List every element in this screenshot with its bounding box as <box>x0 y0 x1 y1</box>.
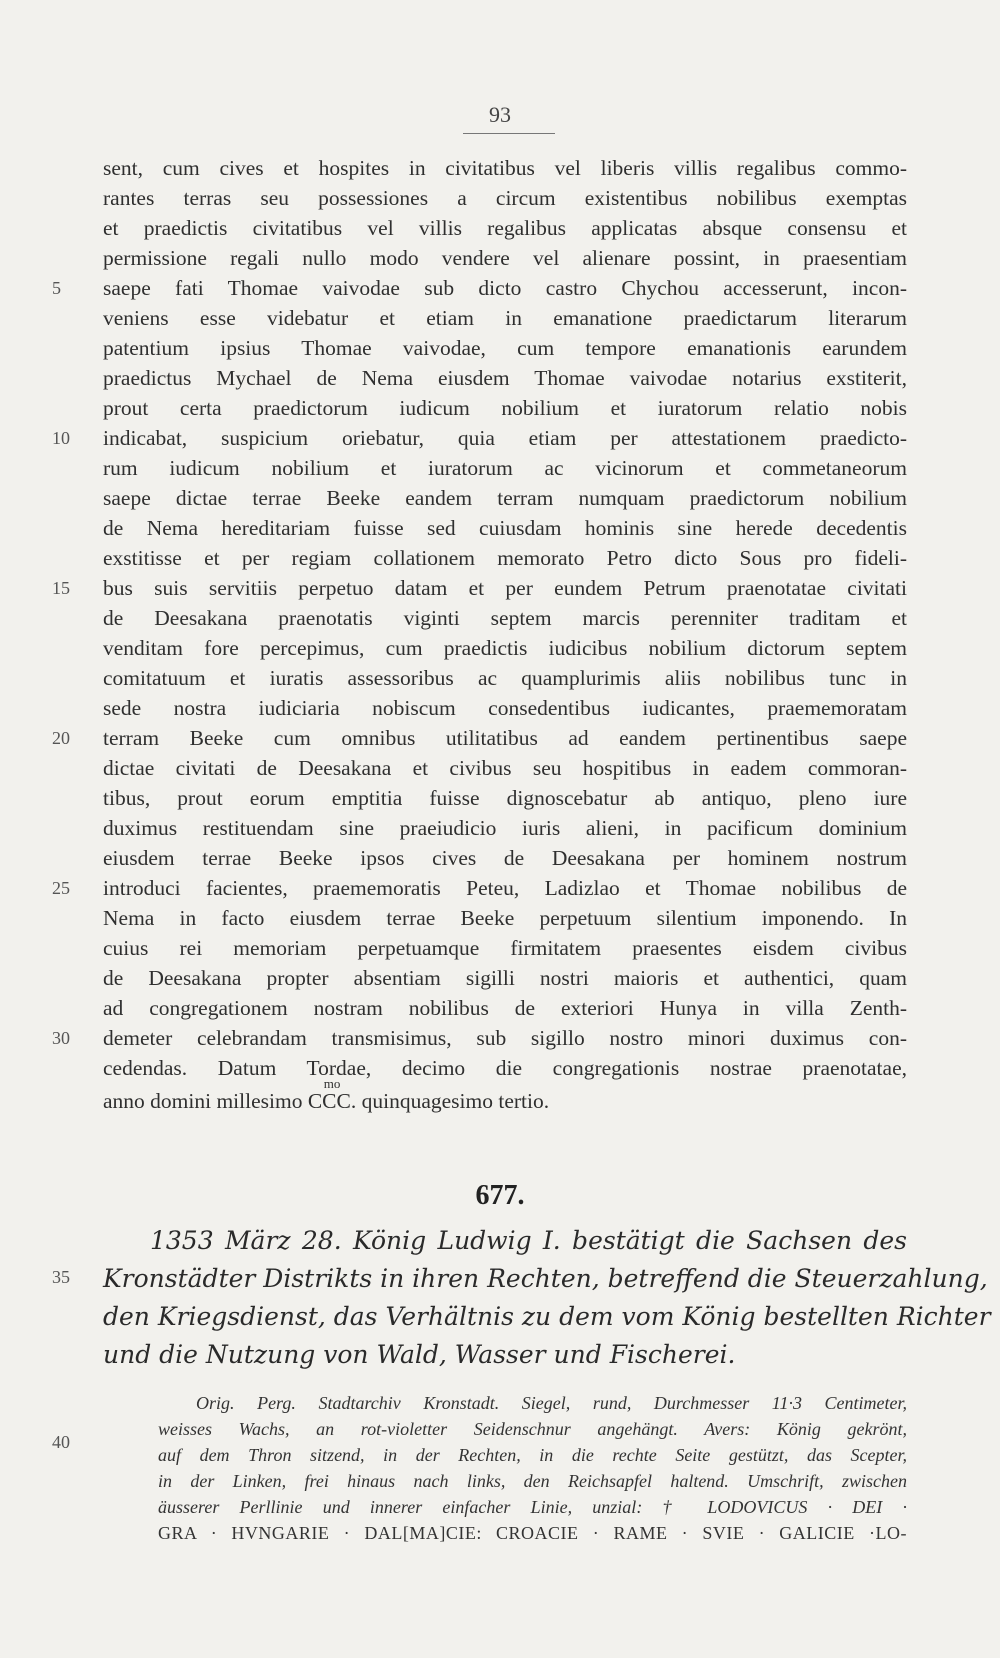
page-number-rule <box>463 133 555 134</box>
body-line: duximus restituendam sine praeiudicio iuris alieni, in pacificum dominium <box>103 816 907 840</box>
body-line: demeter celebrandam transmisimus, sub sigillo nostro minori duximus con- <box>103 1026 907 1050</box>
line-number: 40 <box>52 1432 70 1452</box>
body-line: et praedictis civitatibus vel villis regalibus applicatas absque consensu et <box>103 216 907 240</box>
body-line: de Nema hereditariam fuisse sed cuiusdam hominis sine herede decedentis <box>103 516 907 540</box>
line-number: 15 <box>52 578 70 598</box>
regest-heading-line: Kronstädter Distrikts in ihren Rechten, betreffend die Steuerzahlung, <box>103 1264 988 1293</box>
final-line-start: anno domini millesimo <box>103 1089 308 1113</box>
ccc-numeral <box>307 1076 357 1113</box>
line-number: 30 <box>52 1028 70 1048</box>
document-number: 677. <box>475 1180 525 1211</box>
body-line: Nema in facto eiusdem terrae Beeke perpetuum silentium imponendo. In <box>103 906 907 930</box>
line-number: 5 <box>52 278 61 298</box>
body-line: sent, cum cives et hospites in civitatibus vel liberis villis regalibus commo- <box>103 156 907 180</box>
regest-heading-line: und die Nutzung von Wald, Wasser und Fischerei. <box>103 1340 736 1369</box>
page-number: 93 <box>489 102 511 127</box>
body-line: exstitisse et per regiam collationem memorato Petro dicto Sous pro fideli- <box>103 546 907 570</box>
body-line: introduci facientes, praememoratis Peteu, Ladizlao et Thomae nobilibus de <box>103 876 907 900</box>
body-line-final <box>103 1076 907 1116</box>
body-line: de Deesakana propter absentiam sigilli nostri maioris et authentici, quam <box>103 966 907 990</box>
body-line: eiusdem terrae Beeke ipsos cives de Deesakana per hominem nostrum <box>103 846 907 870</box>
body-line: sede nostra iudiciaria nobiscum consedentibus iudicantes, praememoratam <box>103 696 907 720</box>
line-number: 10 <box>52 428 70 448</box>
superscript-mo: mo <box>323 1076 341 1091</box>
archival-note-line: GRA · HVNGARIE · DAL[MA]CIE: CROACIE · RAME · SVIE · GALICIE ·LO- <box>158 1523 907 1543</box>
archival-note-line: äusserer Perllinie und innerer einfacher Linie, unzial: † LODOVICUS · DEI · <box>158 1497 907 1517</box>
final-line-end: quinquagesimo tertio. <box>356 1089 550 1113</box>
line-number: 20 <box>52 728 70 748</box>
archival-note-line: auf dem Thron sitzend, in der Rechten, in die rechte Seite gestützt, das Scepter, <box>158 1445 907 1465</box>
body-line: rum iudicum nobilium et iuratorum ac vicinorum et commetaneorum <box>103 456 907 480</box>
body-line: permissione regali nullo modo vendere vel alienare possint, in praesentiam <box>103 246 907 270</box>
body-line: veniens esse videbatur et etiam in emanatione praedictarum literarum <box>103 306 907 330</box>
body-line: terram Beeke cum omnibus utilitatibus ad eandem pertinentibus saepe <box>103 726 907 750</box>
body-line: patentium ipsius Thomae vaivodae, cum tempore emanationis earundem <box>103 336 907 360</box>
body-line: dictae civitati de Deesakana et civibus seu hospitibus in eadem commoran- <box>103 756 907 780</box>
body-line: indicabat, suspicium oriebatur, quia etiam per attestationem praedicto- <box>103 426 907 450</box>
archival-note-line: weisses Wachs, an rot-violetter Seidenschnur angehängt. Avers: König gekrönt, <box>158 1419 907 1439</box>
body-line: ad congregationem nostram nobilibus de exteriori Hunya in villa Zenth- <box>103 996 907 1020</box>
archival-note-line: in der Linken, frei hinaus nach links, den Reichsapfel haltend. Umschrift, zwischen <box>158 1471 907 1491</box>
body-line: saepe fati Thomae vaivodae sub dicto castro Chychou accesserunt, incon- <box>103 276 907 300</box>
regest-heading-line: den Kriegsdienst, das Verhältnis zu dem vom König bestellten Richter <box>103 1302 991 1331</box>
ccc-text: CCC. <box>307 1089 357 1113</box>
body-line: tibus, prout eorum emptitia fuisse dignoscebatur ab antiquo, pleno iure <box>103 786 907 810</box>
archival-note-line: Orig. Perg. Stadtarchiv Kronstadt. Siegel, rund, Durchmesser 11·3 Centimeter, <box>196 1393 907 1413</box>
body-line: venditam fore percepimus, cum praedictis iudicibus nobilium dictorum septem <box>103 636 907 660</box>
line-number: 25 <box>52 878 70 898</box>
regest-heading-line: 1353 März 28. König Ludwig I. bestätigt die Sachsen des <box>150 1226 907 1255</box>
body-line: praedictus Mychael de Nema eiusdem Thomae vaivodae notarius exstiterit, <box>103 366 907 390</box>
body-line: de Deesakana praenotatis viginti septem marcis perenniter traditam et <box>103 606 907 630</box>
line-number: 35 <box>52 1267 70 1287</box>
body-line: prout certa praedictorum iudicum nobilium et iuratorum relatio nobis <box>103 396 907 420</box>
body-line: saepe dictae terrae Beeke eandem terram numquam praedictorum nobilium <box>103 486 907 510</box>
body-line: cedendas. Datum Tordae, decimo die congregationis nostrae praenotatae, <box>103 1056 907 1080</box>
body-line: comitatuum et iuratis assessoribus ac quamplurimis aliis nobilibus tunc in <box>103 666 907 690</box>
body-line: rantes terras seu possessiones a circum existentibus nobilibus exemptas <box>103 186 907 210</box>
body-line: bus suis servitiis perpetuo datam et per eundem Petrum praenotatae civitati <box>103 576 907 600</box>
body-line: cuius rei memoriam perpetuamque firmitatem praesentes eisdem civibus <box>103 936 907 960</box>
